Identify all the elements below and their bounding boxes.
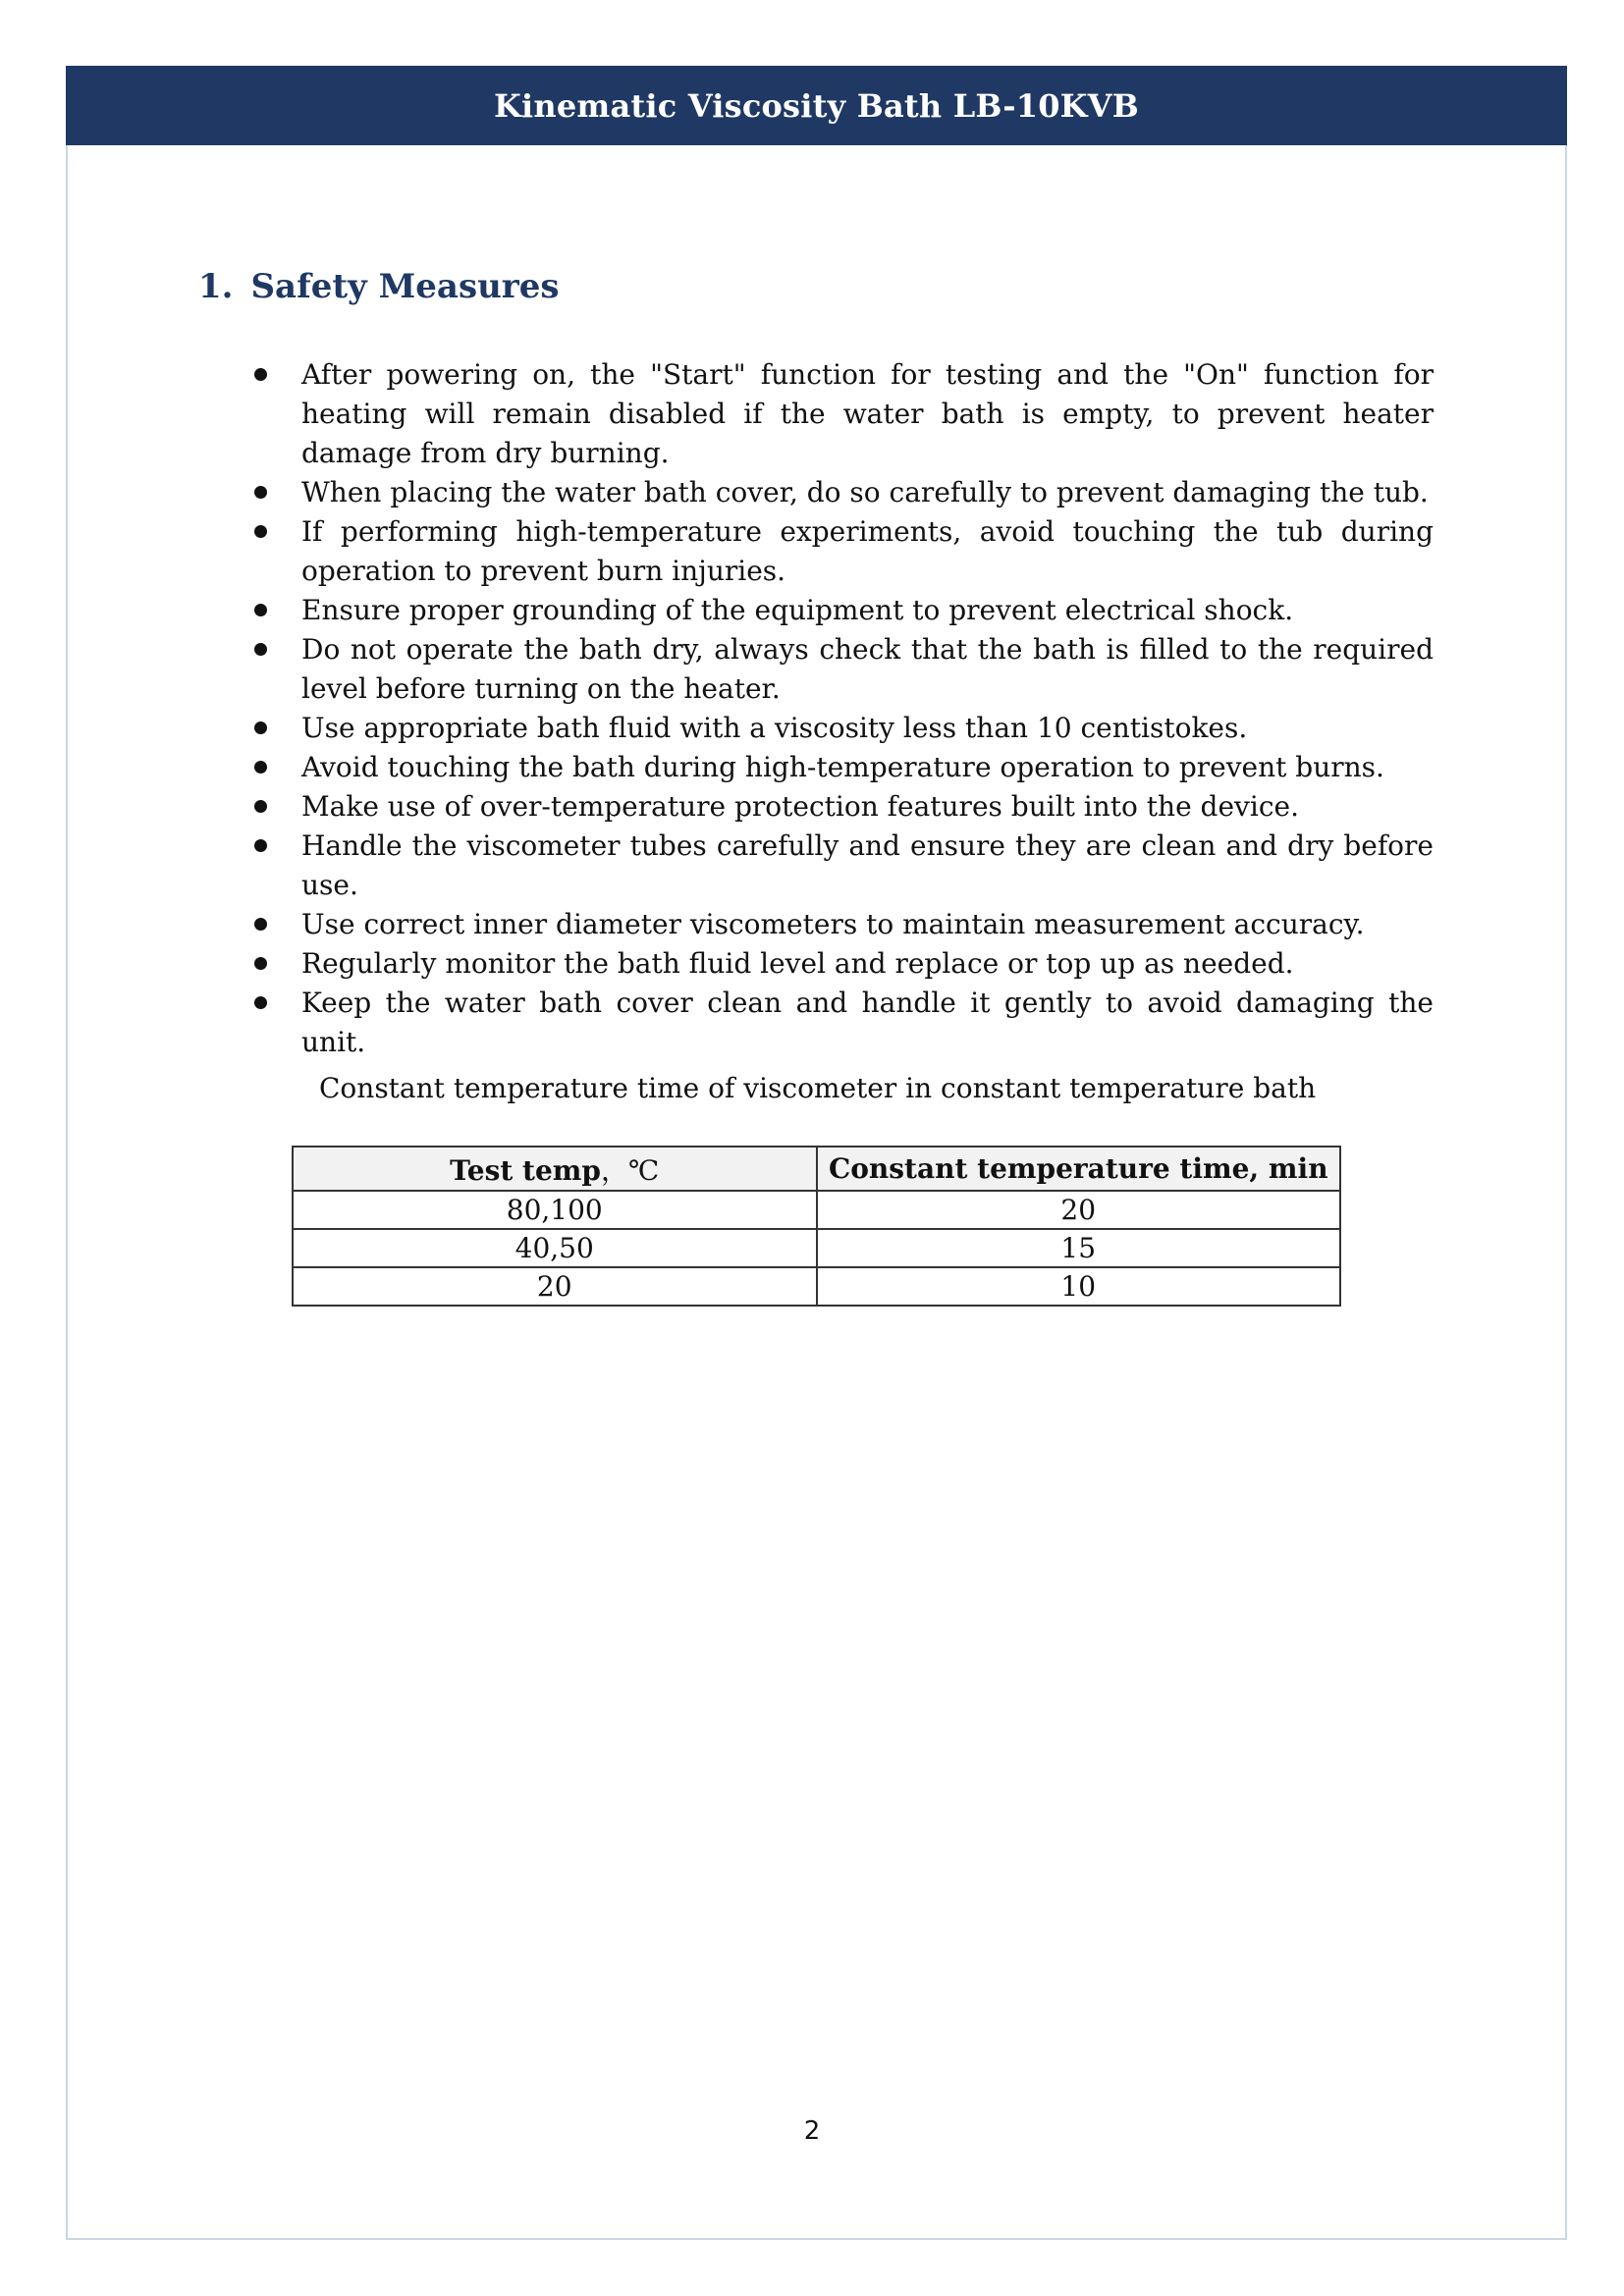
table-cell: 10 [817,1267,1341,1306]
list-item-text: Keep the water bath cover clean and handle it gently to avoid damaging the unit. [301,987,1434,1058]
table-cell: 80,100 [293,1191,817,1229]
list-item-text: Regularly monitor the bath fluid level and replace or top up as needed. [301,947,1294,980]
bullet-dot-icon [254,918,267,931]
bullet-dot-icon [254,368,267,381]
table-header-row [293,1147,1340,1191]
list-item-text: When placing the water bath cover, do so carefully to prevent damaging the tub. [301,476,1429,508]
list-item-text: Handle the viscometer tubes carefully and ensure they are clean and dry before use. [301,829,1434,901]
bullet-dot-icon [254,839,267,852]
list-item-text: Make use of over-temperature protection features built into the device. [301,790,1299,823]
table-cell: 20 [293,1267,817,1306]
column-header-constant-time: Constant temperature time, min [817,1147,1341,1191]
table-cell: 20 [817,1191,1341,1229]
list-item-text: Do not operate the bath dry, always check that the bath is filled to the required level before turning on the heater. [301,633,1434,705]
list-item [245,591,1434,630]
list-item [245,473,1434,512]
list-item [245,905,1434,944]
list-item [245,748,1434,787]
list-item-text: Use correct inner diameter viscometers to maintain measurement accuracy. [301,908,1365,940]
header-bar [66,66,1567,145]
list-item [245,355,1434,473]
column-header-test-temp [293,1147,817,1191]
table-caption: Constant temperature time of viscometer in constant temperature bath [319,1072,1317,1104]
column-header-test-temp-label: Test temp [450,1153,601,1187]
list-item [245,944,1434,984]
table-row [293,1267,1340,1306]
bullet-dot-icon [254,643,267,656]
list-item [245,787,1434,827]
list-item-text: Ensure proper grounding of the equipment to prevent electrical shock. [301,594,1294,626]
list-item-text: If performing high-temperature experiments, avoid touching the tub during operation to prevent burn injuries. [301,515,1434,587]
table-row [293,1191,1340,1229]
section-number: 1. [198,267,234,306]
list-item [245,827,1434,905]
list-item [245,984,1434,1062]
table-cell: 15 [817,1229,1341,1267]
list-item-text: After powering on, the "Start" function for testing and the "On" function for heating will remain disabled if the water bath is empty, to prevent heater damage from dry burning. [301,358,1434,469]
safety-bullet-list [245,355,1434,1062]
bullet-dot-icon [254,721,267,734]
bullet-dot-icon [254,604,267,616]
page-number: 2 [803,2116,821,2146]
bullet-dot-icon [254,525,267,538]
section-title: Safety Measures [250,267,560,306]
list-item-text: Avoid touching the bath during high-temperature operation to prevent burns. [301,751,1384,783]
bullet-dot-icon [254,486,267,499]
bullet-dot-icon [254,800,267,813]
table-row [293,1229,1340,1267]
column-header-test-temp-unit: ，℃ [601,1153,660,1187]
bullet-dot-icon [254,761,267,774]
bullet-dot-icon [254,996,267,1009]
table-cell: 40,50 [293,1229,817,1267]
temperature-time-table [292,1146,1341,1307]
list-item [245,630,1434,709]
list-item [245,709,1434,748]
section-heading [198,267,560,306]
bullet-dot-icon [254,957,267,970]
list-item-text: Use appropriate bath fluid with a viscosity less than 10 centistokes. [301,712,1248,744]
list-item [245,512,1434,591]
document-title: Kinematic Viscosity Bath LB-10KVB [494,86,1139,125]
